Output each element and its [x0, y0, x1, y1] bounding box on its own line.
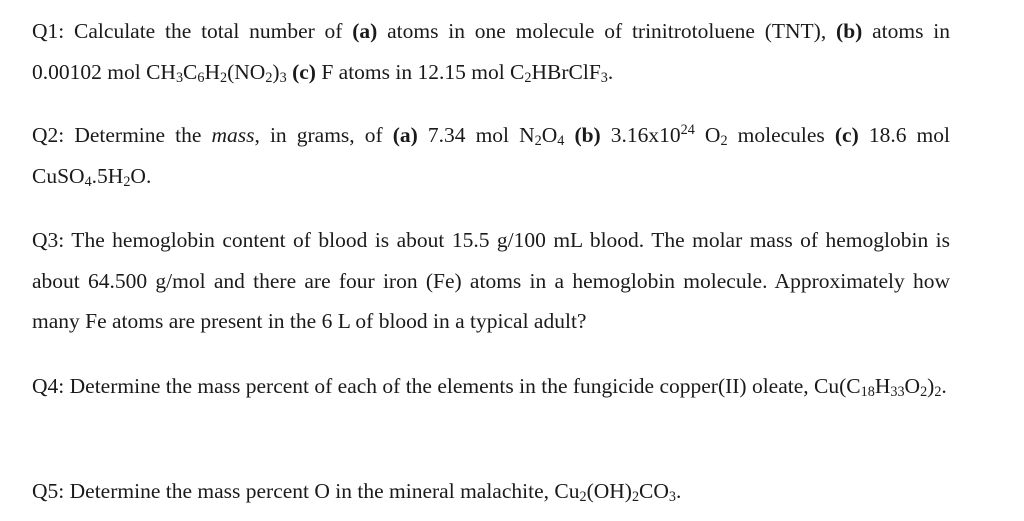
text-run-sub: 3	[175, 69, 184, 86]
text-run-sub: 6	[197, 69, 205, 86]
text-run: .5H	[91, 163, 124, 188]
text-run: .	[676, 479, 682, 503]
text-run: .	[941, 374, 947, 398]
text-run: 3.16x10	[600, 123, 681, 147]
text-run: HBrClF	[531, 59, 601, 84]
text-run: molecules	[727, 123, 835, 147]
text-run: )	[927, 374, 935, 398]
text-run-sub: 18	[860, 384, 875, 401]
text-run: O	[904, 374, 921, 398]
text-run: , in grams, of	[254, 123, 393, 147]
question-2-text	[32, 115, 950, 196]
text-run: .	[607, 59, 614, 84]
text-run: CO	[639, 479, 669, 503]
text-run: Q3: The hemoglobin content of blood is about 15.5 g/100 mL blood. The molar mass of hemoglobin is about 64.500 g/mol and there are four iron (Fe) atoms in a hemoglobin molecule. Approximately how many Fe atoms are present in the 6 L of blood in a typical adult?	[32, 228, 950, 333]
question-5-text	[32, 471, 950, 512]
text-run-sub: 4	[557, 133, 565, 150]
text-run: (OH)	[586, 479, 632, 503]
text-run: 7.34 mol N	[417, 123, 535, 147]
text-run-sub: 4	[84, 173, 92, 190]
text-run: Q5: Determine the mass percent O in the mineral malachite, Cu	[32, 479, 580, 503]
text-run-b: (b)	[836, 19, 863, 43]
text-run: H	[874, 374, 891, 398]
text-run: atoms in 0.00102 mol CH	[32, 19, 950, 84]
text-run: (NO	[227, 59, 266, 84]
text-run: H	[204, 59, 221, 84]
text-run: C	[183, 59, 198, 84]
question-2	[32, 115, 950, 196]
text-run: O	[541, 123, 558, 147]
text-run-b: (b)	[574, 123, 601, 147]
text-run: Q2: Determine the	[32, 123, 212, 147]
text-run: O	[694, 123, 721, 147]
text-run-sup: 24	[680, 122, 695, 139]
text-run: 18.6 mol CuSO	[32, 123, 950, 188]
question-1-text	[32, 11, 950, 92]
text-run-sub: 2	[123, 173, 131, 190]
text-run-b: (c)	[834, 123, 859, 147]
question-4-text	[32, 366, 950, 407]
text-run-sub: 2	[524, 69, 532, 86]
text-run-sub: 33	[890, 384, 905, 401]
text-run-sub: 3	[668, 489, 677, 506]
text-run-sub: 2	[920, 384, 928, 401]
text-run: Q1: Calculate the total number of	[32, 19, 353, 43]
text-run-i: mass	[211, 123, 255, 147]
text-run: F atoms in 12.15 mol C	[315, 59, 525, 84]
text-run: Q4: Determine the mass percent of each of the elements in the fungicide copper(II) oleate, Cu(C	[32, 374, 861, 398]
text-run-b: (a)	[352, 19, 378, 43]
text-run-sub: 2	[220, 69, 228, 86]
text-run-sub: 2	[579, 489, 587, 506]
text-run: atoms in one molecule of trinitrotoluene (TNT),	[377, 19, 837, 43]
question-4	[32, 366, 950, 407]
question-3	[32, 220, 950, 342]
text-run-sub: 3	[279, 69, 287, 86]
text-run-sub: 2	[265, 69, 273, 86]
text-run-sub: 2	[631, 489, 640, 506]
question-5	[32, 471, 950, 512]
text-run	[564, 123, 574, 147]
text-run-sub: 2	[934, 384, 942, 401]
question-3-text	[32, 220, 950, 342]
text-run-b: (c)	[292, 59, 316, 84]
text-run-b: (a)	[392, 123, 418, 147]
question-1	[32, 11, 950, 92]
text-run-sub: 2	[534, 133, 542, 150]
text-run-sub: 3	[600, 69, 608, 86]
text-run-sub: 2	[720, 133, 728, 150]
text-run: )	[272, 59, 280, 84]
text-run: O.	[130, 163, 152, 188]
